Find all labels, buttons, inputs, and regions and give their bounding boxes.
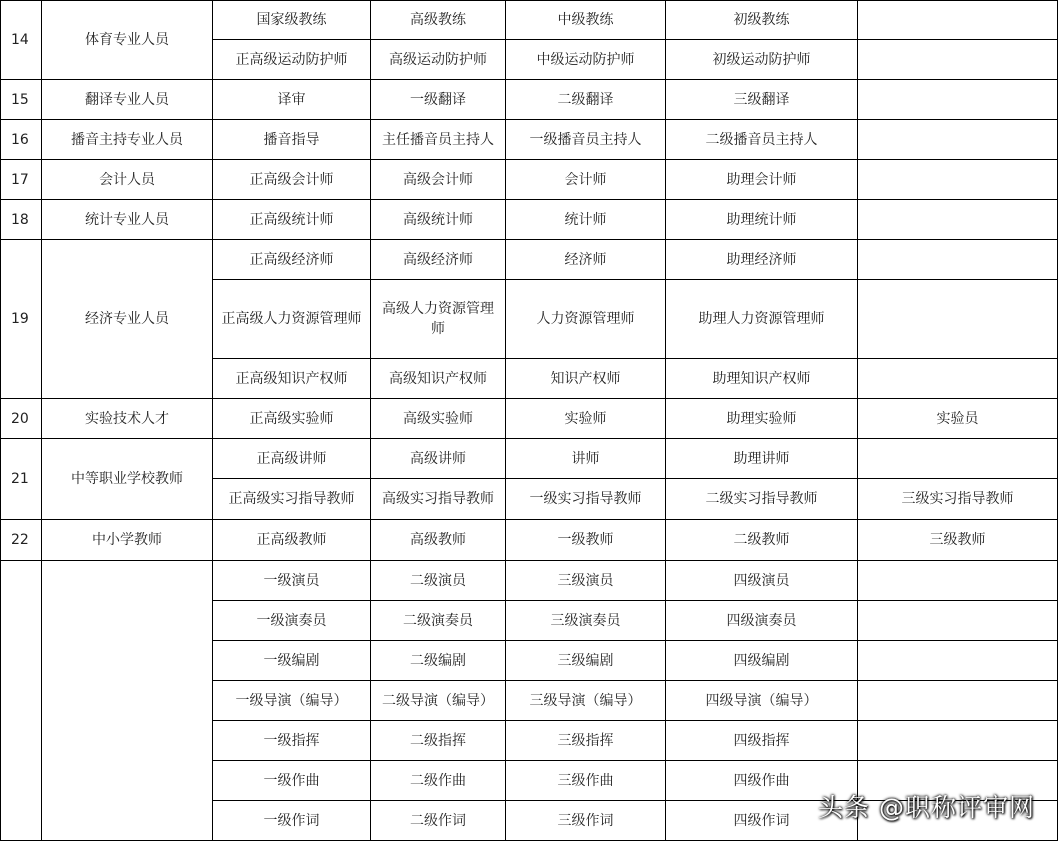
senior-title-cell: 正高级实习指导教师: [213, 479, 371, 520]
row-number: 17: [1, 160, 42, 200]
senior-title-cell: 播音指导: [213, 120, 371, 160]
junior-title-cell: [858, 601, 1058, 641]
table-row: [1, 80, 1058, 120]
intermediate-title-cell: 三级指挥: [506, 721, 666, 761]
assistant-title-cell: 四级编剧: [666, 641, 858, 681]
intermediate-title-cell: 统计师: [506, 200, 666, 240]
senior-title-cell: 一级作词: [213, 801, 371, 841]
associate-title-cell: 高级知识产权师: [371, 359, 506, 399]
junior-title-cell: [858, 359, 1058, 399]
senior-title-cell: 一级指挥: [213, 721, 371, 761]
assistant-title-cell: 助理会计师: [666, 160, 858, 200]
senior-title-cell: 正高级知识产权师: [213, 359, 371, 399]
category-cell: 中等职业学校教师: [42, 439, 213, 520]
assistant-title-cell: 助理人力资源管理师: [666, 280, 858, 359]
row-number: 22: [1, 520, 42, 561]
assistant-title-cell: 四级导演（编导）: [666, 681, 858, 721]
table-row: [1, 520, 1058, 561]
associate-title-cell: 二级演奏员: [371, 601, 506, 641]
table-row: [1, 439, 1058, 479]
associate-title-cell: 二级演员: [371, 561, 506, 601]
associate-title-cell: 高级人力资源管理师: [371, 280, 506, 359]
senior-title-cell: 一级编剧: [213, 641, 371, 681]
assistant-title-cell: 二级教师: [666, 520, 858, 561]
assistant-title-cell: 助理知识产权师: [666, 359, 858, 399]
assistant-title-cell: 助理实验师: [666, 399, 858, 439]
junior-title-cell: 实验员: [858, 399, 1058, 439]
assistant-title-cell: 四级演奏员: [666, 601, 858, 641]
table-row: [1, 240, 1058, 280]
senior-title-cell: 正高级运动防护师: [213, 40, 371, 80]
junior-title-cell: [858, 240, 1058, 280]
associate-title-cell: 二级指挥: [371, 721, 506, 761]
intermediate-title-cell: 讲师: [506, 439, 666, 479]
senior-title-cell: 一级演奏员: [213, 601, 371, 641]
junior-title-cell: [858, 681, 1058, 721]
intermediate-title-cell: 一级播音员主持人: [506, 120, 666, 160]
intermediate-title-cell: 三级作词: [506, 801, 666, 841]
row-number: 14: [1, 1, 42, 80]
assistant-title-cell: 助理统计师: [666, 200, 858, 240]
assistant-title-cell: 助理讲师: [666, 439, 858, 479]
intermediate-title-cell: 一级教师: [506, 520, 666, 561]
category-cell: 统计专业人员: [42, 200, 213, 240]
category-cell: 体育专业人员: [42, 1, 213, 80]
junior-title-cell: 三级教师: [858, 520, 1058, 561]
junior-title-cell: [858, 40, 1058, 80]
senior-title-cell: 正高级经济师: [213, 240, 371, 280]
assistant-title-cell: 四级作曲: [666, 761, 858, 801]
junior-title-cell: [858, 439, 1058, 479]
intermediate-title-cell: 中级教练: [506, 1, 666, 40]
associate-title-cell: 一级翻译: [371, 80, 506, 120]
intermediate-title-cell: 二级翻译: [506, 80, 666, 120]
intermediate-title-cell: 实验师: [506, 399, 666, 439]
junior-title-cell: [858, 280, 1058, 359]
table-row: [1, 399, 1058, 439]
assistant-title-cell: 助理经济师: [666, 240, 858, 280]
associate-title-cell: 高级统计师: [371, 200, 506, 240]
row-number: 18: [1, 200, 42, 240]
junior-title-cell: [858, 120, 1058, 160]
assistant-title-cell: 二级播音员主持人: [666, 120, 858, 160]
intermediate-title-cell: 三级编剧: [506, 641, 666, 681]
category-cell: 会计人员: [42, 160, 213, 200]
junior-title-cell: [858, 721, 1058, 761]
intermediate-title-cell: 中级运动防护师: [506, 40, 666, 80]
assistant-title-cell: 二级实习指导教师: [666, 479, 858, 520]
category-cell: 翻译专业人员: [42, 80, 213, 120]
senior-title-cell: 国家级教练: [213, 1, 371, 40]
junior-title-cell: [858, 160, 1058, 200]
row-number: 16: [1, 120, 42, 160]
senior-title-cell: 正高级讲师: [213, 439, 371, 479]
associate-title-cell: 高级会计师: [371, 160, 506, 200]
senior-title-cell: 一级作曲: [213, 761, 371, 801]
junior-title-cell: 三级实习指导教师: [858, 479, 1058, 520]
intermediate-title-cell: 一级实习指导教师: [506, 479, 666, 520]
associate-title-cell: 高级实验师: [371, 399, 506, 439]
assistant-title-cell: 四级作词: [666, 801, 858, 841]
senior-title-cell: 正高级统计师: [213, 200, 371, 240]
associate-title-cell: 二级作词: [371, 801, 506, 841]
intermediate-title-cell: 三级演奏员: [506, 601, 666, 641]
intermediate-title-cell: 经济师: [506, 240, 666, 280]
assistant-title-cell: 初级运动防护师: [666, 40, 858, 80]
junior-title-cell: [858, 1, 1058, 40]
associate-title-cell: 二级作曲: [371, 761, 506, 801]
senior-title-cell: 正高级人力资源管理师: [213, 280, 371, 359]
intermediate-title-cell: 三级演员: [506, 561, 666, 601]
assistant-title-cell: 四级指挥: [666, 721, 858, 761]
senior-title-cell: 正高级会计师: [213, 160, 371, 200]
senior-title-cell: 译审: [213, 80, 371, 120]
table-row: [1, 561, 1058, 601]
assistant-title-cell: 三级翻译: [666, 80, 858, 120]
associate-title-cell: 二级编剧: [371, 641, 506, 681]
associate-title-cell: 高级经济师: [371, 240, 506, 280]
intermediate-title-cell: 会计师: [506, 160, 666, 200]
intermediate-title-cell: 人力资源管理师: [506, 280, 666, 359]
associate-title-cell: 主任播音员主持人: [371, 120, 506, 160]
senior-title-cell: 一级演员: [213, 561, 371, 601]
associate-title-cell: 高级实习指导教师: [371, 479, 506, 520]
assistant-title-cell: 四级演员: [666, 561, 858, 601]
intermediate-title-cell: 三级导演（编导）: [506, 681, 666, 721]
associate-title-cell: 二级导演（编导）: [371, 681, 506, 721]
table-row: [1, 1, 1058, 40]
assistant-title-cell: 初级教练: [666, 1, 858, 40]
table-row: [1, 200, 1058, 240]
junior-title-cell: [858, 200, 1058, 240]
row-number: 19: [1, 240, 42, 399]
row-number: 21: [1, 439, 42, 520]
junior-title-cell: [858, 80, 1058, 120]
category-cell: [42, 561, 213, 841]
intermediate-title-cell: 三级作曲: [506, 761, 666, 801]
associate-title-cell: 高级运动防护师: [371, 40, 506, 80]
category-cell: 实验技术人才: [42, 399, 213, 439]
associate-title-cell: 高级教练: [371, 1, 506, 40]
junior-title-cell: [858, 561, 1058, 601]
junior-title-cell: [858, 641, 1058, 681]
senior-title-cell: 正高级教师: [213, 520, 371, 561]
table-row: [1, 120, 1058, 160]
associate-title-cell: 高级教师: [371, 520, 506, 561]
table-body: [1, 1, 1058, 841]
associate-title-cell: 高级讲师: [371, 439, 506, 479]
row-number: 15: [1, 80, 42, 120]
category-cell: 中小学教师: [42, 520, 213, 561]
row-number: [1, 561, 42, 841]
intermediate-title-cell: 知识产权师: [506, 359, 666, 399]
category-cell: 经济专业人员: [42, 240, 213, 399]
senior-title-cell: 一级导演（编导）: [213, 681, 371, 721]
category-cell: 播音主持专业人员: [42, 120, 213, 160]
row-number: 20: [1, 399, 42, 439]
table-row: [1, 160, 1058, 200]
senior-title-cell: 正高级实验师: [213, 399, 371, 439]
watermark: 头条 @职称评审网: [818, 793, 1035, 822]
